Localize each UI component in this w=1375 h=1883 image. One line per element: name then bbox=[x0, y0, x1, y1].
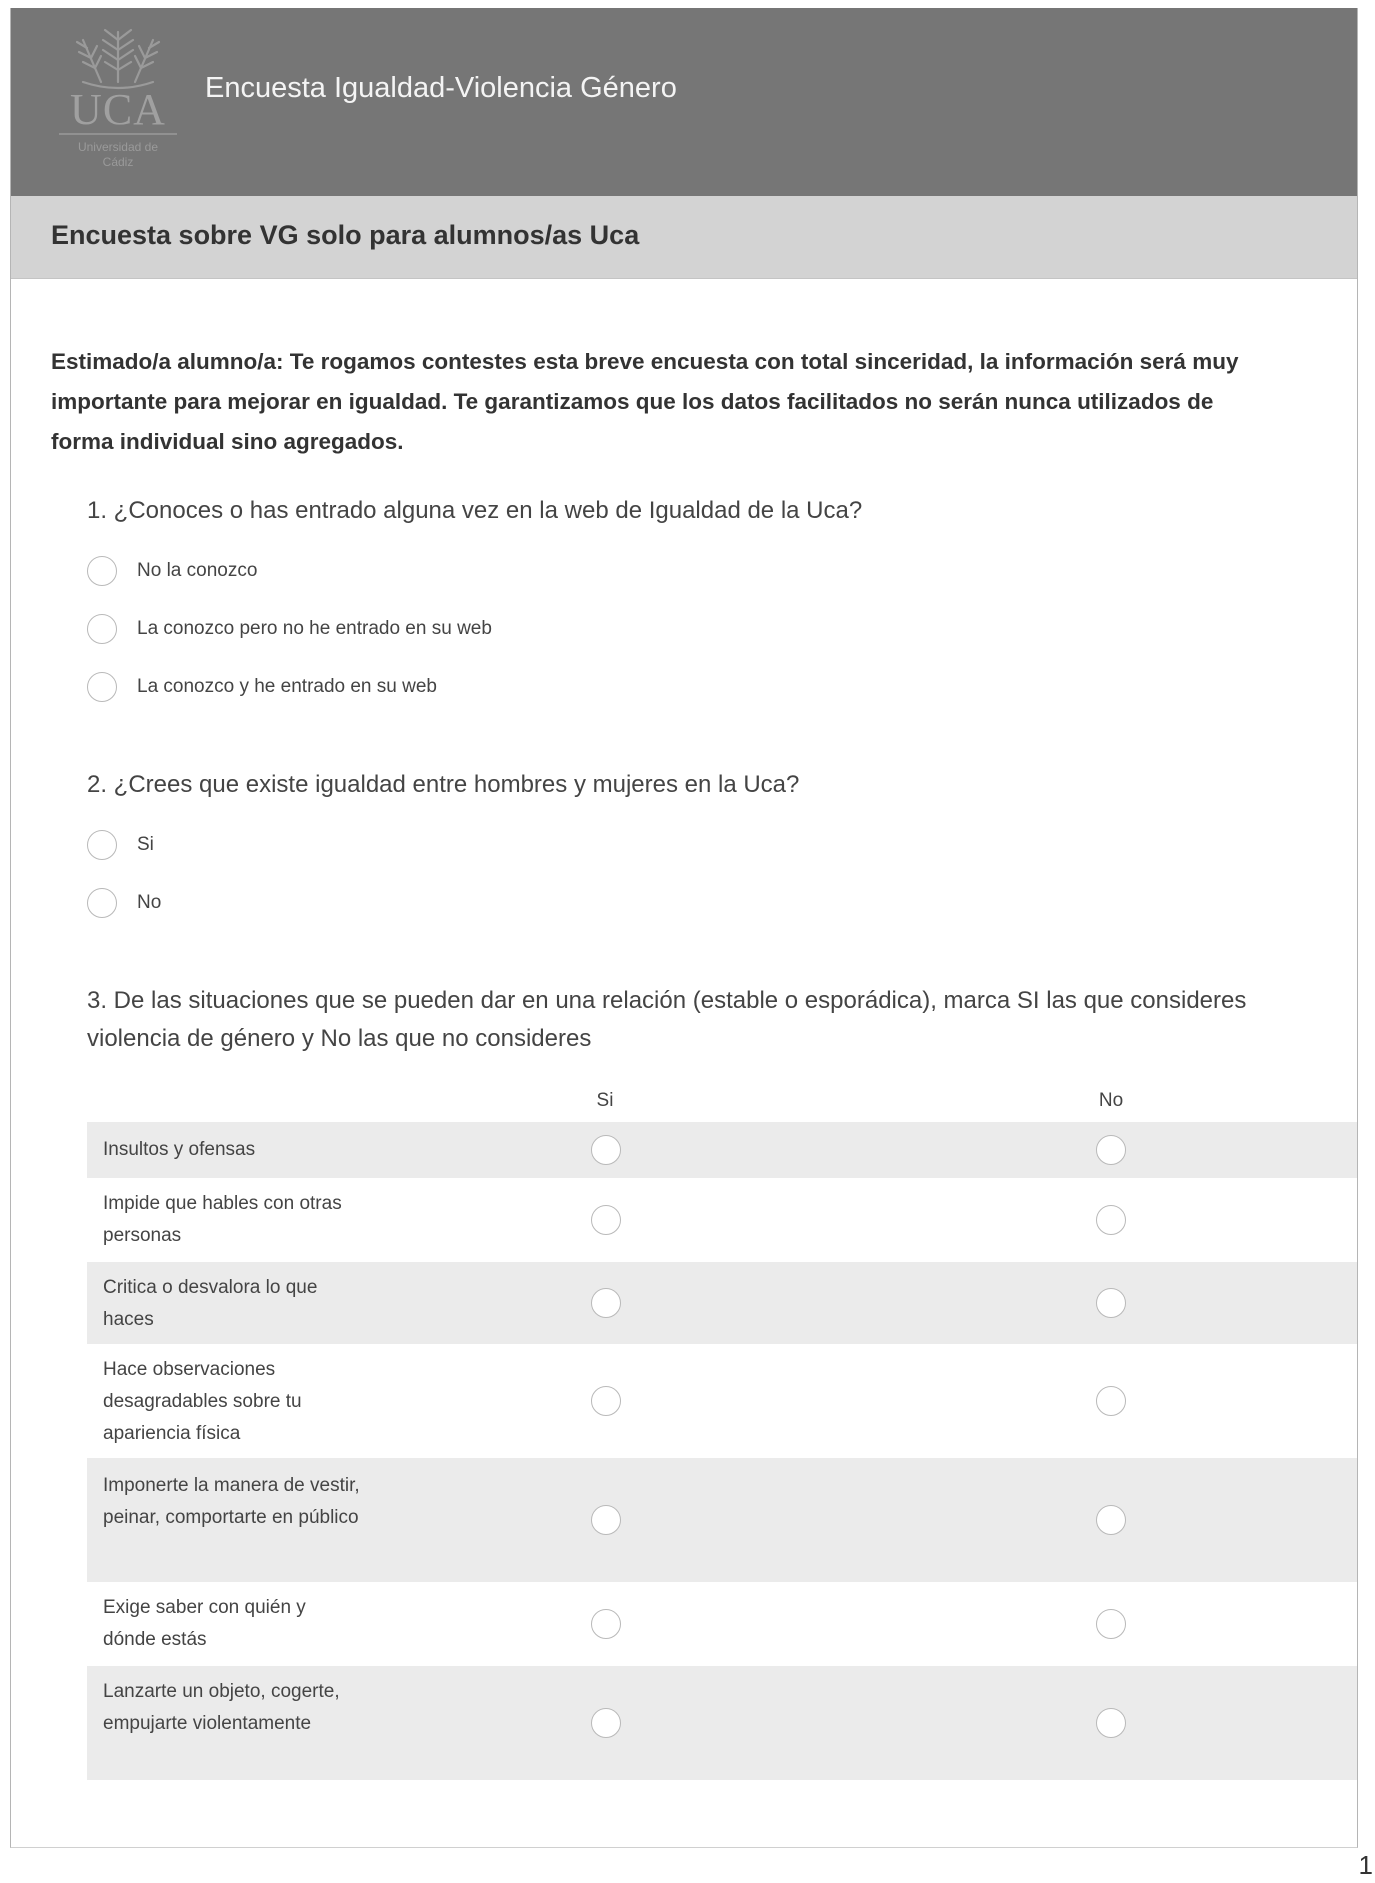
question-1-text: 1. ¿Conoces o has entrado alguna vez en la web de Igualdad de la Uca? bbox=[87, 497, 863, 524]
radio-si[interactable] bbox=[591, 1135, 621, 1165]
row-label: Critica o desvalora lo que haces bbox=[103, 1277, 318, 1330]
radio-no[interactable] bbox=[1096, 1386, 1126, 1416]
survey-page bbox=[10, 8, 1358, 1848]
radio-si[interactable] bbox=[591, 1386, 621, 1416]
matrix-row bbox=[87, 1344, 1357, 1458]
matrix-row bbox=[87, 1666, 1357, 1780]
column-header-no: No bbox=[1098, 1090, 1124, 1111]
row-label: Exige saber con quién y dónde estás bbox=[103, 1597, 306, 1650]
survey-intro: Estimado/a alumno/a: Te rogamos contestes esta breve encuesta con total sinceridad, la información será muy importante para mejorar en igualdad. Te garantizamos que los datos facilitados no serán nunca utilizados de forma individual sino agregados. bbox=[51, 349, 1239, 454]
q1-option-3[interactable] bbox=[87, 670, 437, 704]
radio-no[interactable] bbox=[1096, 1205, 1126, 1235]
q2-option-si[interactable] bbox=[87, 828, 154, 862]
question-3-text: 3. De las situaciones que se pueden dar en una relación (estable o esporádica), marca SI las que consideres violencia de género y No las que no consideres bbox=[87, 987, 1247, 1052]
matrix-row bbox=[87, 1582, 1357, 1666]
radio-si[interactable] bbox=[591, 1288, 621, 1318]
logo-subtitle: Universidad de Cádiz bbox=[77, 140, 159, 169]
option-label: No la conozco bbox=[137, 560, 258, 581]
survey-title: Encuesta sobre VG solo para alumnos/as Uca bbox=[51, 220, 640, 250]
matrix-row bbox=[87, 1122, 1357, 1178]
q2-option-no[interactable] bbox=[87, 886, 161, 920]
radio-no[interactable] bbox=[1096, 1505, 1126, 1535]
matrix-row bbox=[87, 1262, 1357, 1344]
radio-button[interactable] bbox=[87, 556, 117, 586]
radio-si[interactable] bbox=[591, 1205, 621, 1235]
radio-button[interactable] bbox=[87, 888, 117, 918]
matrix-row bbox=[87, 1178, 1357, 1262]
row-label: Insultos y ofensas bbox=[103, 1139, 256, 1160]
matrix-grid bbox=[87, 1122, 1357, 1780]
radio-si[interactable] bbox=[591, 1505, 621, 1535]
option-label: La conozco y he entrado en su web bbox=[137, 676, 437, 697]
row-label: Hace observaciones desagradables sobre tu apariencia física bbox=[103, 1359, 302, 1444]
page-number: 1 bbox=[1358, 1850, 1373, 1880]
option-label: Si bbox=[137, 834, 154, 855]
column-header-si: Si bbox=[596, 1090, 614, 1111]
app-title: Encuesta Igualdad-Violencia Género bbox=[205, 72, 677, 104]
logo-text: UCA bbox=[70, 85, 166, 134]
radio-si[interactable] bbox=[591, 1609, 621, 1639]
row-label: Lanzarte un objeto, cogerte, empujarte violentamente bbox=[103, 1681, 340, 1734]
option-label: No bbox=[137, 892, 162, 913]
question-2-text: 2. ¿Crees que existe igualdad entre hombres y mujeres en la Uca? bbox=[87, 771, 800, 798]
radio-no[interactable] bbox=[1096, 1135, 1126, 1165]
header-bar bbox=[11, 8, 1357, 196]
survey-title-bar bbox=[11, 196, 1357, 279]
radio-no[interactable] bbox=[1096, 1708, 1126, 1738]
radio-no[interactable] bbox=[1096, 1609, 1126, 1639]
row-label: Imponerte la manera de vestir, peinar, comportarte en público bbox=[103, 1475, 360, 1528]
radio-button[interactable] bbox=[87, 672, 117, 702]
q1-option-2[interactable] bbox=[87, 612, 492, 646]
q1-option-1[interactable] bbox=[87, 554, 257, 588]
radio-no[interactable] bbox=[1096, 1288, 1126, 1318]
university-logo bbox=[53, 10, 183, 178]
matrix-row bbox=[87, 1458, 1357, 1582]
radio-si[interactable] bbox=[591, 1708, 621, 1738]
row-label: Impide que hables con otras personas bbox=[103, 1193, 342, 1246]
radio-button[interactable] bbox=[87, 830, 117, 860]
radio-button[interactable] bbox=[87, 614, 117, 644]
option-label: La conozco pero no he entrado en su web bbox=[137, 618, 492, 639]
